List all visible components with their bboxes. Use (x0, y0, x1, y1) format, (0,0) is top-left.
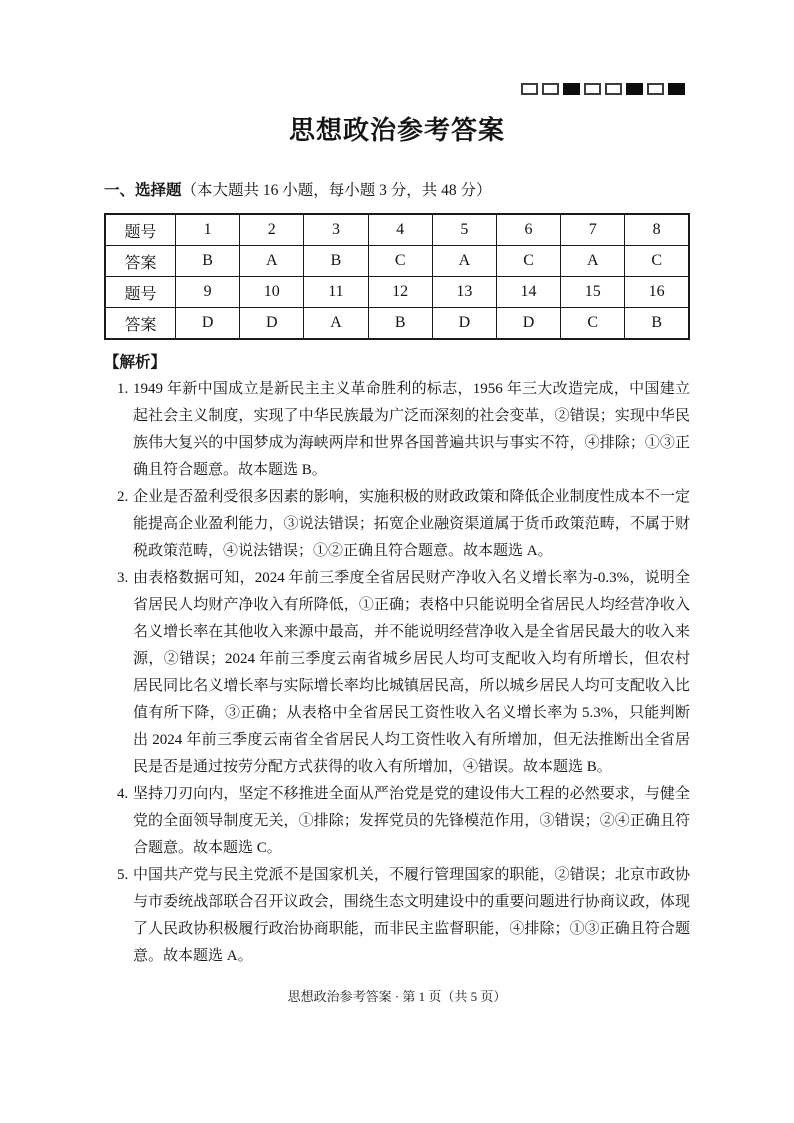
table-row (105, 277, 689, 308)
question-number-cell: 10 (240, 277, 304, 308)
answer-cell: D (432, 308, 496, 340)
answer-cell: A (240, 246, 304, 277)
question-number-cell: 2 (240, 214, 304, 246)
analysis-item-2 (104, 484, 690, 565)
answer-cell: D (240, 308, 304, 340)
page-footer: 思想政治参考答案 · 第 1 页（共 5 页） (287, 989, 507, 1004)
item-text: 1949 年新中国成立是新民主主义革命胜利的标志，1956 年三大改造完成，中国建立起社会主义制度，实现了中华民族最为广泛而深刻的社会变革，②错误；实现中华民族伟大复兴的中国梦成为海峡两岸和世界各国普遍共识与事实不符，④排除；①③正确且符合题意。故本题选 B。 (133, 381, 690, 478)
registration-mark (542, 83, 559, 95)
analysis-item-1 (104, 376, 690, 484)
answer-cell: A (304, 308, 368, 340)
question-number-cell: 16 (625, 277, 689, 308)
answer-cell: C (496, 246, 560, 277)
registration-mark (521, 83, 538, 95)
table-row (105, 214, 689, 246)
answer-cell: B (368, 308, 432, 340)
row-label: 答案 (105, 246, 176, 277)
item-text: 由表格数据可知，2024 年前三季度全省居民财产净收入名义增长率为-0.3%，说明全省居民人均财产净收入有所降低，①正确；表格中只能说明全省居民人均经营净收入名义增长率在其他收入来源中最高，并不能说明经营净收入是全省居民最大的收入来源，②错误；2024 年前三季度云南省城乡居民人均可支配收入均有所增长，但农村居民同比名义增长率与实际增长率均比城镇居民高，所以城乡居民人均可支配收入比值有所下降，③正确；从表格中全省居民工资性收入名义增长率为 5.3%，只能判断出 2024 年前三季度云南省全省居民人均工资性收入有所增加，但无法推断出全省居民是否是通过按劳分配方式获得的收入有所增加，④错误。故本题选 B。 (133, 570, 690, 775)
registration-mark (563, 83, 580, 95)
question-number-cell: 11 (304, 277, 368, 308)
question-number-cell: 3 (304, 214, 368, 246)
question-number-cell: 15 (561, 277, 625, 308)
registration-marks-row (521, 83, 685, 95)
answer-cell: A (432, 246, 496, 277)
section-meta: （本大题共 16 小题，每小题 3 分，共 48 分） (181, 182, 492, 199)
registration-mark (584, 83, 601, 95)
item-number: 4. (117, 786, 129, 802)
analysis-list (104, 376, 690, 970)
question-number-cell: 12 (368, 277, 432, 308)
answer-cell: C (561, 308, 625, 340)
question-number-cell: 4 (368, 214, 432, 246)
analysis-heading: 【解析】 (104, 354, 167, 371)
page-title: 思想政治参考答案 (288, 116, 505, 145)
question-number-cell: 13 (432, 277, 496, 308)
answer-cell: B (176, 246, 240, 277)
item-text: 坚持刀刃向内，坚定不移推进全面从严治党是党的建设伟大工程的必然要求，与健全党的全面领导制度无关，①排除；发挥党员的先锋模范作用，③错误；②④正确且符合题意。故本题选 C。 (133, 786, 690, 856)
registration-mark (647, 83, 664, 95)
question-number-cell: 14 (496, 277, 560, 308)
question-number-cell: 9 (176, 277, 240, 308)
answer-cell: C (368, 246, 432, 277)
question-number-cell: 8 (625, 214, 689, 246)
row-label: 答案 (105, 308, 176, 340)
registration-mark (668, 83, 685, 95)
item-number: 2. (117, 489, 129, 505)
answer-cell: D (176, 308, 240, 340)
registration-mark (605, 83, 622, 95)
question-number-cell: 6 (496, 214, 560, 246)
answer-table (104, 213, 690, 340)
answer-cell: C (625, 246, 689, 277)
analysis-item-5 (104, 862, 690, 970)
answer-cell: A (561, 246, 625, 277)
table-row (105, 246, 689, 277)
item-text: 企业是否盈利受很多因素的影响，实施积极的财政政策和降低企业制度性成本不一定能提高企业盈利能力，③说法错误；拓宽企业融资渠道属于货币政策范畴，不属于财税政策范畴，④说法错误；①②正确且符合题意。故本题选 A。 (133, 489, 690, 559)
question-number-cell: 7 (561, 214, 625, 246)
row-label: 题号 (105, 214, 176, 246)
item-number: 3. (117, 570, 129, 586)
answer-cell: B (304, 246, 368, 277)
item-number: 5. (117, 867, 129, 883)
section-heading (104, 180, 690, 202)
row-label: 题号 (105, 277, 176, 308)
analysis-item-4 (104, 781, 690, 862)
question-number-cell: 1 (176, 214, 240, 246)
item-text: 中国共产党与民主党派不是国家机关，不履行管理国家的职能，②错误；北京市政协与市委统战部联合召开议政会，围绕生态文明建设中的重要问题进行协商议政，体现了人民政协积极履行政治协商职能，而非民主监督职能，④排除；①③正确且符合题意。故本题选 A。 (133, 867, 690, 964)
answer-cell: B (625, 308, 689, 340)
answer-cell: D (496, 308, 560, 340)
item-number: 1. (117, 381, 129, 397)
analysis-item-3 (104, 565, 690, 781)
registration-mark (626, 83, 643, 95)
question-number-cell: 5 (432, 214, 496, 246)
section-label: 一、选择题 (104, 182, 182, 199)
table-row (105, 308, 689, 340)
